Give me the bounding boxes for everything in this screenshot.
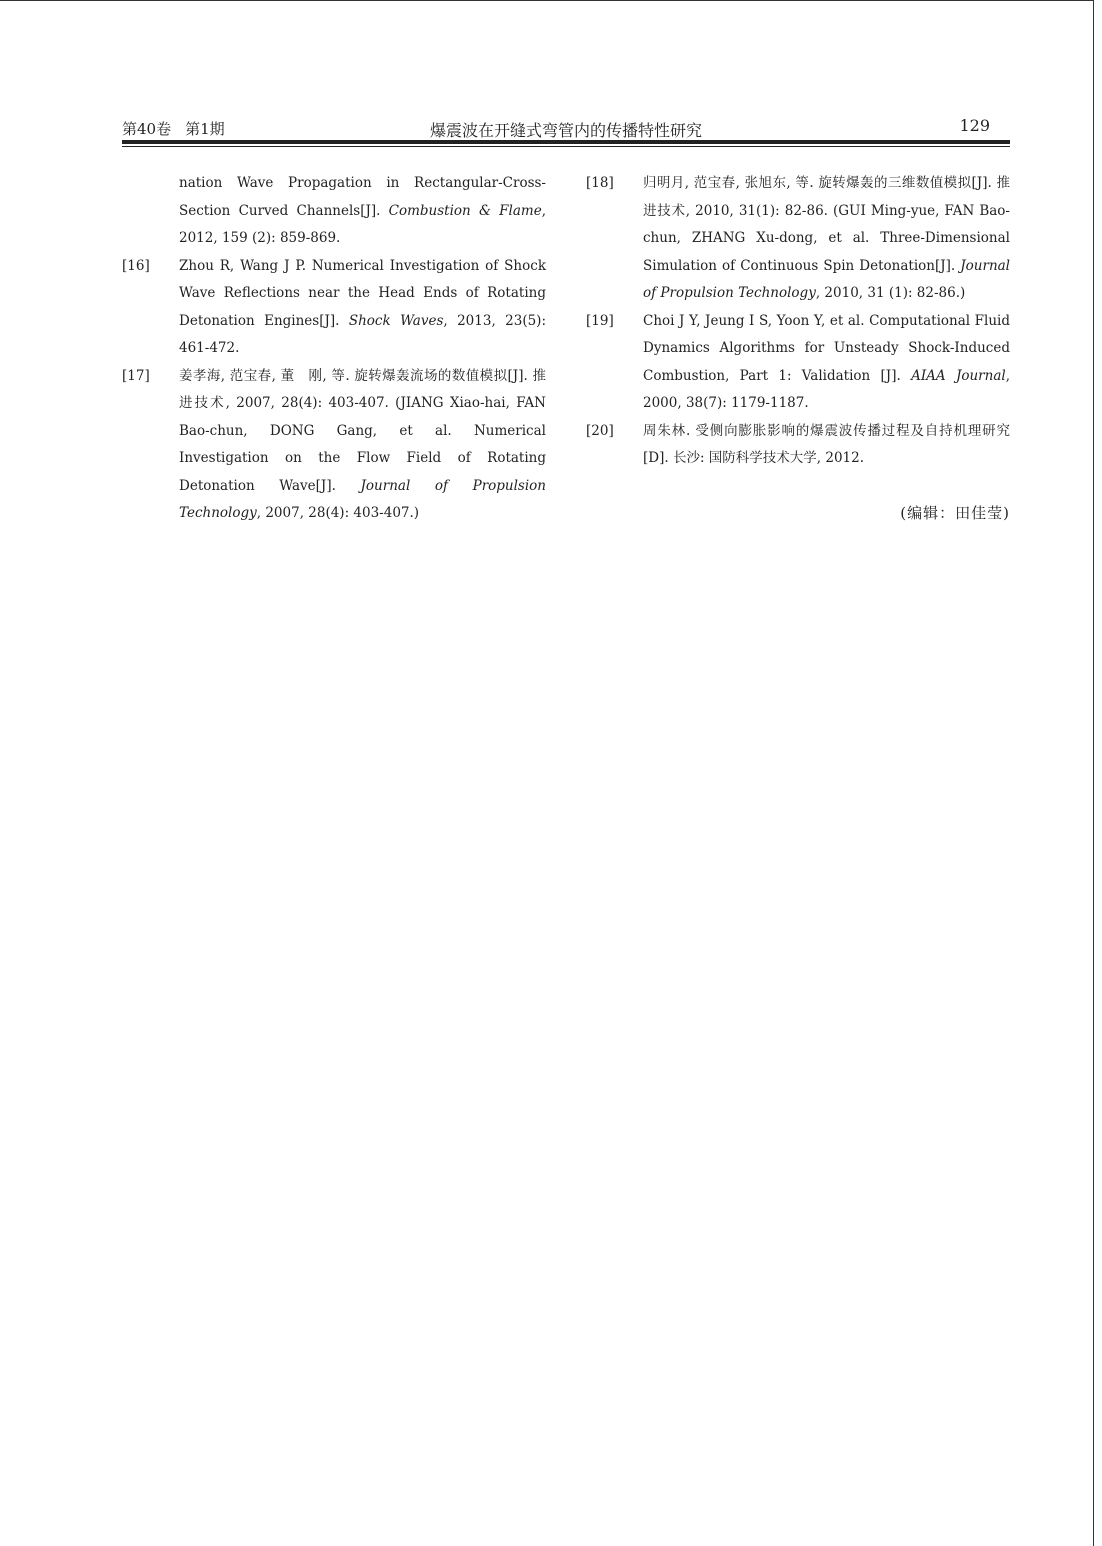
reference-20 xyxy=(586,418,1010,473)
reference-18 xyxy=(586,170,1010,308)
editor-credit: (编辑：田佳莹) xyxy=(900,504,1010,522)
page-frame-right xyxy=(1093,0,1094,1546)
reference-text xyxy=(643,308,1010,418)
ref-text-part: 周朱林. 受侧向膨胀影响的爆震波传播过程及自持机理研究[D]. 长沙: 国防科学技术大学, 2012. xyxy=(643,422,1010,466)
page-frame-top xyxy=(0,0,1094,1)
ref-text-part: , 2010, 31 (1): 82-86.) xyxy=(815,285,966,301)
reference-number: [20] xyxy=(586,422,614,439)
ref-text-part: , 2013, 23(5): 461-472. xyxy=(179,312,546,356)
header-rule-thin xyxy=(122,146,1010,147)
journal-name: AIAA Journal xyxy=(911,367,1006,384)
ref-text-part: nation Wave Propagation in Rectangular-Cross-Section Curved Channels[J]. xyxy=(179,175,546,219)
reference-number: [16] xyxy=(122,257,150,274)
running-header xyxy=(122,116,1010,140)
right-column xyxy=(586,170,1010,473)
ref-text-part: 姜孝海, 范宝春, 董 刚, 等. 旋转爆轰流场的数值模拟[J]. 推进技术, 2007, 28(4): 403-407. (JIANG Xiao-hai, FAN Bao-chun, DONG Gang, et al. Numerical Investigation on the Flow Field of Rotating Detonation Wave[J]. xyxy=(179,367,546,494)
ref-text-part: , 2000, 38(7): 1179-1187. xyxy=(643,367,1010,411)
reference-16 xyxy=(122,253,546,363)
reference-19 xyxy=(586,308,1010,418)
reference-15-continued xyxy=(122,170,546,253)
issue-label: 第1期 xyxy=(185,120,225,138)
reference-number: [19] xyxy=(586,312,614,329)
page-number: 129 xyxy=(959,116,990,135)
reference-text xyxy=(643,170,1010,308)
journal-name: Shock Waves xyxy=(348,312,444,329)
reference-number: [17] xyxy=(122,367,150,384)
reference-text xyxy=(179,363,546,528)
journal-name: Journal of Propulsion Technology xyxy=(179,477,546,521)
ref-text-part: , 2007, 28(4): 403-407.) xyxy=(256,505,420,521)
reference-17 xyxy=(122,363,546,528)
header-rule-thick xyxy=(122,140,1010,144)
ref-text-part: , 2012, 159 (2): 859-869. xyxy=(179,202,546,246)
volume-label: 第40卷 xyxy=(122,120,172,138)
ref-text-part: 归明月, 范宝春, 张旭东, 等. 旋转爆轰的三维数值模拟[J]. 推进技术, 2010, 31(1): 82-86. (GUI Ming-yue, FAN Bao-chun, ZHANG Xu-dong, et al. Three-Dimensional Simulation of Continuous Spin Detonation[J]. xyxy=(643,175,1010,274)
reference-text xyxy=(643,418,1010,473)
running-title: 爆震波在开缝式弯管内的传播特性研究 xyxy=(429,121,702,140)
journal-name: Combustion & Flame xyxy=(388,202,542,219)
journal-name: Journal of Propulsion Technology xyxy=(643,257,1010,301)
reference-number: [18] xyxy=(586,175,614,191)
ref-text-part: Zhou R, Wang J P. Numerical Investigation of Shock Wave Reflections near the Head Ends of Rotating Detonation Engines[J]. xyxy=(179,257,546,329)
reference-text xyxy=(179,253,546,363)
reference-text xyxy=(179,170,546,253)
ref-text-part: Choi J Y, Jeung I S, Yoon Y, et al. Computational Fluid Dynamics Algorithms for Unsteady Shock-Induced Combustion, Part 1: Validation [J]. xyxy=(643,312,1010,384)
left-column xyxy=(122,170,546,528)
